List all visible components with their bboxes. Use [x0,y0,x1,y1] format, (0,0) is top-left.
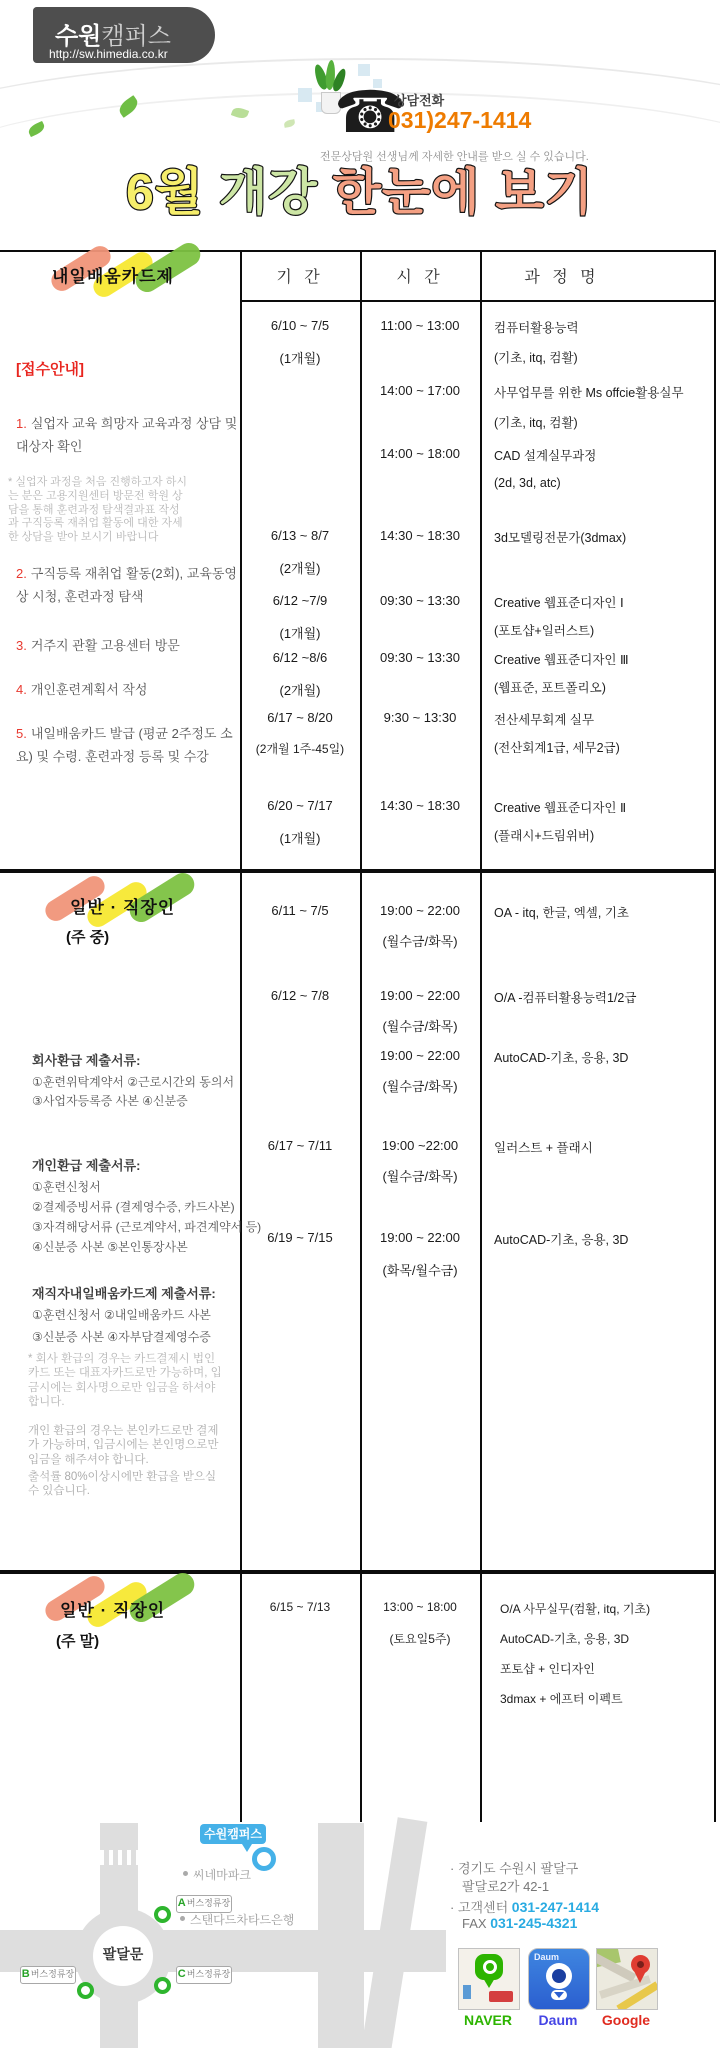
section2-badge: 일반 · 직장인 [70,898,176,917]
gate-label: 팔달문 [102,1946,144,1962]
campus-map-tag: 수원캠퍼스 [200,1824,266,1844]
bus-stop-letter: C [177,1968,186,1980]
phone-label: 상담전화 [394,93,445,108]
step-number: 1. [16,416,27,431]
section-divider-2 [0,1570,716,1574]
contact-phone: 031-247-1414 [511,1899,599,1915]
course-cell: O/A 사무실무(컴활, itq, 기초) [500,1602,651,1616]
period-cell: 6/12 ~8/6 [272,650,328,665]
bus-stop-word: 버스정류장 [30,1969,75,1979]
phone-caption: 전문상담원 선생님께 자세한 안내를 받으 실 수 있습니다. [320,151,589,163]
time-cell: 19:00 ~ 22:00 [380,1048,460,1063]
address-line1: · 경기도 수원시 팔달구 [450,1861,579,1876]
docs2-line: ④신분증 사본 ⑤본인통장사본 [32,1240,188,1254]
refund-note-personal: 개인 환급의 경우는 본인카드로만 결제가 가능하며, 입금시에는 본인명으로만 입금을 해주셔야 합니다. [28,1425,219,1466]
period-sub-cell: (2개월) [279,561,321,576]
docs2-line: ②결제증빙서류 (결제영수증, 카드사본) [32,1200,235,1214]
col-header-period: 기 간 [276,269,324,286]
time-cell: 09:30 ~ 13:30 [380,650,460,665]
course-cell: 사무업무를 위한 Ms offcie활용실무 [494,386,684,400]
fax-line [462,1915,577,1931]
course-cell: CAD 설계실무과정 [494,449,597,463]
step-text: 내일배움카드 발급 (평균 2주정도 소요) 및 수령. 훈련과정 등록 및 수강 [16,726,233,765]
course-cell: O/A -컴퓨터활용능력1/2급 [494,991,637,1005]
map-crosswalk [100,1850,138,1865]
step-text: 구직등록 재취업 활동(2회), 교육동영상 시청, 훈련과정 탐색 [16,566,237,605]
course-sub-cell: (2d, 3d, atc) [494,476,561,490]
period-sub-cell: (1개월) [279,351,321,366]
period-cell: 6/17 ~ 7/11 [267,1138,333,1153]
step-text: 개인훈련계획서 작성 [30,682,148,697]
time-sub-cell: (화목/월수금) [382,1263,458,1278]
guide-step-3 [16,634,242,657]
time-sub-cell: (월수금/화목) [382,1019,458,1034]
google-link-label[interactable]: Google [601,2012,651,2028]
fax-number: 031-245-4321 [490,1915,578,1931]
title-part1: 6월 [126,164,205,220]
period-cell: 6/10 ~ 7/5 [270,318,330,333]
period-cell: 6/12 ~7/9 [272,593,328,608]
course-cell: Creative 웹표준디자인 Ⅰ [494,596,624,610]
naver-building-shape [463,1985,471,1999]
bus-stop-letter: B [21,1968,30,1980]
section1-note: * 실업자 과정을 처음 진행하고자 하시는 분은 고용지원센터 방문전 학원 상담을 통해 훈련과정 탐색결과표 작성과 구직등록 재취업 활동에 대한 자세한 상담을 받아 보시기 바랍니다 [8,476,187,543]
table-header-divider [240,300,716,302]
bus-stop-word: 버스정류장 [186,1969,231,1979]
time-sub-cell: (월수금/화목) [382,1169,458,1184]
course-cell: AutoCAD-기초, 응용, 3D [494,1233,629,1247]
map-road-right [318,1823,364,2048]
campus-marker-icon [252,1847,276,1871]
docs3-line: ①훈련신청서 ②내일배움카드 사본 [32,1308,211,1322]
course-sub-cell: (기초, itq, 컴활) [494,416,578,430]
table-vline-1 [240,250,242,1822]
guide-step-2 [16,562,242,609]
section1-badge: 내일배움카드제 [52,267,174,286]
brand-title [55,16,171,51]
period-cell: 6/20 ~ 7/17 [267,798,333,813]
poi-dot [183,1871,188,1876]
col-header-course: 과 정 명 [524,269,600,286]
naver-pin-tip [483,1978,495,1988]
page-title [0,152,720,224]
decor-square [358,64,370,76]
course-cell: AutoCAD-기초, 응용, 3D [500,1632,630,1646]
course-cell: 컴퓨터활용능력 [494,321,579,335]
docs2-line: ③자격해당서류 (근로계약서, 파견계약서 등) [32,1220,262,1234]
time-cell: 19:00 ~22:00 [381,1138,459,1153]
fax-prefix: FAX [462,1916,491,1931]
course-cell: OA - itq, 한글, 엑셀, 기초 [494,906,629,920]
docs1-line: ③사업자등록증 사본 ④신분증 [32,1094,188,1108]
telephone-icon: ☎ [334,80,407,145]
google-pin-tip [634,1971,646,1983]
time-sub-cell: (토요일5주) [389,1632,451,1646]
google-pin-dot [637,1961,644,1968]
course-sub-cell: (기초, itq, 컴활) [494,351,578,365]
time-cell: 09:30 ~ 13:30 [380,593,460,608]
poi-dot [180,1916,185,1921]
step-text: 실업자 교육 희망자 교육과정 상담 및 대상자 확인 [16,416,238,455]
guide-title: [접수안내] [16,361,84,378]
daum-cam-arrow [554,1992,564,1998]
course-cell: Creative 웹표준디자인 Ⅲ [494,653,629,667]
col-header-time: 시 간 [396,269,444,286]
time-cell: 14:00 ~ 17:00 [380,383,460,398]
title-part2: 개강 [219,164,318,220]
time-cell: 13:00 ~ 18:00 [383,1600,457,1614]
table-vline-3 [480,250,482,1822]
daum-wordmark: Daum [534,1952,560,1962]
course-cell: 3d모델링전문가(3dmax) [494,531,627,545]
period-sub-cell: (1개월) [279,831,321,846]
section2-badge-sub: (주 중) [66,929,110,946]
course-sub-cell: (전산회계1급, 세무2급) [494,741,620,755]
naver-link-label[interactable]: NAVER [464,2012,512,2028]
daum-cam-lens [552,1969,566,1983]
step-number: 5. [16,726,27,741]
table-border-right [714,250,716,1822]
time-cell: 11:00 ~ 13:00 [380,318,460,333]
bus-stop-letter: A [177,1897,186,1909]
course-cell: AutoCAD-기초, 응용, 3D [494,1051,629,1065]
period-sub-cell: (2개월 1주-45일) [255,742,345,756]
period-cell: 6/17 ~ 8/20 [267,710,333,725]
campus-tag-pointer [242,1844,252,1852]
brand-bold: 수원 [55,23,102,50]
map-road-vertical-bottom [100,1998,138,2048]
bus-stop-c-marker-icon [154,1977,171,1994]
period-cell: 6/15 ~ 7/13 [269,1600,331,1614]
section3-badge: 일반 · 직장인 [60,1601,166,1620]
refund-note-company: * 회사 환급의 경우는 카드결제시 법인카드 또는 대표자카드로만 가능하며, 입금시에는 회사명으로만 입금을 하셔야 합니다. [28,1353,222,1409]
course-cell: 전산세무회계 실무 [494,713,595,727]
naver-pin-ring [483,1960,497,1974]
time-cell: 14:30 ~ 18:30 [380,798,460,813]
period-cell: 6/19 ~ 7/15 [267,1230,333,1245]
docs1-line: ①훈련위탁계약서 ②근로시간외 동의서 [32,1075,235,1089]
bus-stop-c [176,1966,232,1984]
section3-badge-sub: (주 말) [56,1633,100,1650]
attendance-note: 출석률 80%이상시에만 환급을 받으실 수 있습니다. [28,1471,217,1498]
period-cell: 6/13 ~ 8/7 [270,528,330,543]
step-number: 3. [16,638,27,653]
brand-box [33,7,215,63]
docs3-title: 재직자내일배움카드제 제출서류: [32,1286,216,1301]
bus-stop-a-marker-icon [154,1906,171,1923]
title-part3: 한눈에 보기 [332,164,594,220]
decor-square [298,88,312,102]
naver-map-icon[interactable] [458,1948,520,2010]
landmark-bank: 스탠다드차타드은행 [190,1913,295,1927]
step-text: 거주지 관활 고용센터 방문 [30,638,180,653]
time-cell: 14:30 ~ 18:30 [380,528,460,543]
time-cell: 19:00 ~ 22:00 [380,1230,460,1245]
course-cell: Creative 웹표준디자인 Ⅱ [494,801,627,815]
brand-light: 캠퍼스 [101,23,171,50]
docs2-line: ①훈련신청서 [32,1180,101,1194]
daum-map-icon[interactable] [528,1948,590,2010]
course-cell: 포토샵 + 인디자인 [500,1662,595,1676]
google-map-icon[interactable] [596,1948,658,2010]
time-cell: 9:30 ~ 13:30 [383,710,457,725]
period-sub-cell: (2개월) [279,683,321,698]
course-sub-cell: (플래시+드림위버) [494,829,595,843]
guide-step-5 [16,722,242,769]
course-sub-cell: (웹표준, 포트폴리오) [494,681,606,695]
time-sub-cell: (월수금/화목) [382,934,458,949]
period-cell: 6/11 ~ 7/5 [271,903,329,918]
guide-step-1 [16,412,242,459]
period-cell: 6/12 ~ 7/8 [270,988,330,1003]
course-cell: 일러스트 + 플래시 [494,1141,593,1155]
contact-prefix: · 고객센터 [450,1900,512,1915]
course-sub-cell: (포토샵+일러스트) [494,624,595,638]
time-cell: 14:00 ~ 18:00 [380,446,460,461]
bus-stop-b [20,1966,76,1984]
bus-stop-word: 버스정류장 [186,1898,231,1908]
address-line2: 팔달로2가 42-1 [462,1879,550,1894]
docs2-title: 개인환급 제출서류: [32,1158,141,1173]
daum-link-label[interactable]: Daum [538,2012,578,2028]
contact-line [450,1897,599,1916]
time-cell: 19:00 ~ 22:00 [380,988,460,1003]
table-vline-2 [360,250,362,1822]
naver-bus-shape [489,1991,513,2002]
docs3-line: ③신분증 사본 ④자부담결제영수증 [32,1330,211,1344]
phone-number: 031)247-1414 [388,107,532,133]
bus-stop-b-marker-icon [77,1982,94,1999]
step-number: 4. [16,682,27,697]
landmark-cinema: 씨네마파크 [193,1868,251,1882]
time-sub-cell: (월수금/화목) [382,1079,458,1094]
step-number: 2. [16,566,27,581]
time-cell: 19:00 ~ 22:00 [380,903,460,918]
course-cell: 3dmax + 에프터 이펙트 [500,1692,623,1706]
section-divider-1 [0,869,716,873]
period-sub-cell: (1개월) [279,626,321,641]
guide-step-4 [16,678,242,701]
site-url[interactable]: http://sw.himedia.co.kr [49,47,168,61]
docs1-title: 회사환급 제출서류: [32,1053,141,1068]
